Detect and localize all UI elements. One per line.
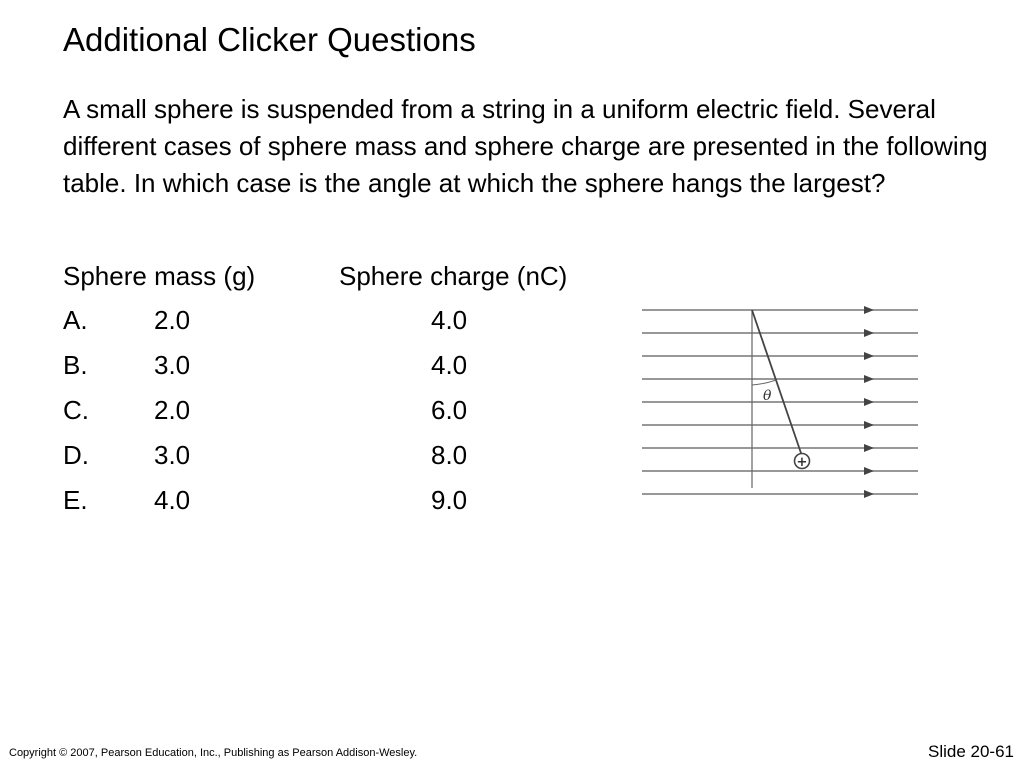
option-letter: E.: [63, 485, 88, 515]
option-charge: 9.0: [431, 485, 468, 515]
field-arrowhead: [864, 444, 874, 452]
field-arrowhead: [864, 329, 874, 337]
field-lines: [642, 306, 918, 498]
slide-number: Slide 20-61: [927, 742, 1014, 761]
option-charge: 6.0: [431, 395, 468, 425]
option-mass: 3.0: [154, 350, 191, 380]
option-c[interactable]: [63, 390, 583, 435]
option-charge: 4.0: [431, 305, 468, 335]
option-b[interactable]: [63, 345, 583, 390]
option-letter: A.: [63, 305, 88, 335]
header-sphere-mass: Sphere mass (g): [63, 261, 256, 291]
copyright-footer: Copyright © 2007, Pearson Education, Inc., Publishing as Pearson Addison-Wesley.: [9, 747, 418, 759]
option-charge: 4.0: [431, 350, 468, 380]
angle-arc: [752, 380, 776, 385]
field-arrowhead: [864, 306, 874, 314]
electric-field-diagram: [636, 296, 926, 502]
angle-theta-label: θ: [763, 388, 772, 404]
charged-sphere: [795, 454, 810, 471]
option-mass: 3.0: [154, 440, 191, 470]
charge-plus-sign: +: [796, 455, 808, 470]
option-a[interactable]: [63, 300, 583, 345]
field-arrowhead: [864, 490, 874, 498]
option-mass: 2.0: [154, 305, 191, 335]
field-arrowhead: [864, 421, 874, 429]
option-letter: D.: [63, 440, 89, 470]
option-mass: 4.0: [154, 485, 191, 515]
string: [752, 310, 802, 456]
option-letter: B.: [63, 350, 88, 380]
option-letter: C.: [63, 395, 89, 425]
question-text: A small sphere is suspended from a string in a uniform electric field. Several different cases of sphere mass and sphere charge are presented in the following table. In which case is the angle at which the sphere hangs the largest?: [63, 94, 988, 198]
option-mass: 2.0: [154, 395, 191, 425]
slide-title: Additional Clicker Questions: [63, 21, 476, 58]
field-arrowhead: [864, 375, 874, 383]
field-arrowhead: [864, 467, 874, 475]
answer-options: [63, 300, 583, 525]
field-arrowhead: [864, 398, 874, 406]
field-arrowhead: [864, 352, 874, 360]
option-e[interactable]: [63, 480, 583, 525]
header-sphere-charge: Sphere charge (nC): [339, 261, 568, 291]
option-charge: 8.0: [431, 440, 468, 470]
option-d[interactable]: [63, 435, 583, 480]
